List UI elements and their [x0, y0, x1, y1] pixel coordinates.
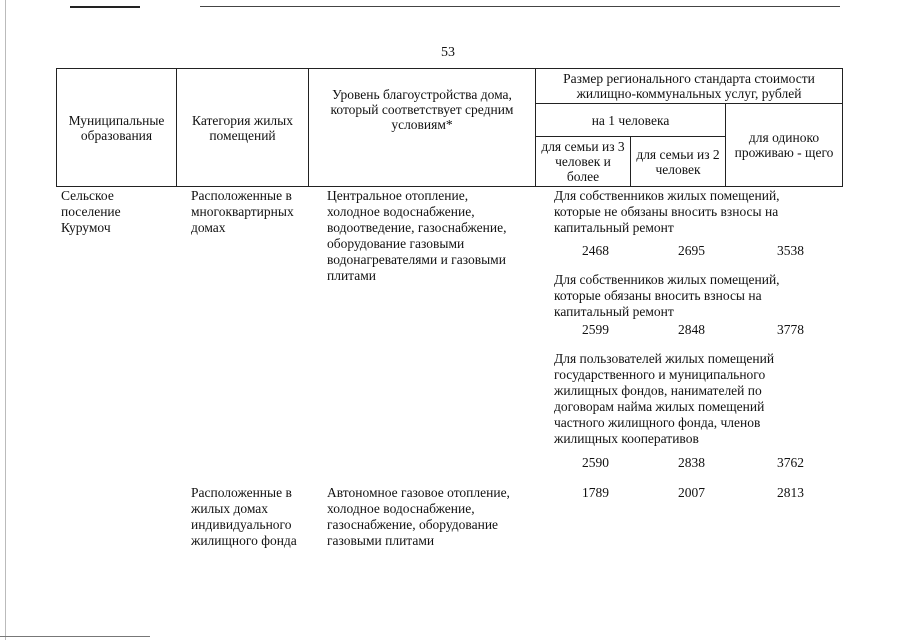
group3-value-single: 3762	[777, 455, 804, 470]
row2-value-family3: 1789	[582, 485, 609, 500]
text-line: Расположенные в	[191, 485, 292, 500]
text-line: поселение	[61, 204, 121, 219]
header-family-2: для семьи из 2 человек	[631, 137, 726, 187]
header-table	[56, 68, 843, 187]
text-line: домах	[191, 220, 226, 235]
row2-value-family2: 2007	[678, 485, 705, 500]
text-line: газовыми плитами	[327, 533, 435, 548]
text-line: Автономное газовое отопление,	[327, 485, 510, 500]
text-line: Для собственников жилых помещений,	[554, 272, 780, 287]
text-line: Для собственников жилых помещений,	[554, 188, 780, 203]
row2-category	[191, 485, 297, 549]
text-line: индивидуального	[191, 517, 292, 532]
header-family-3: для семьи из 3 человек и более	[536, 137, 631, 187]
group2-label	[554, 272, 780, 320]
group1-value-family3: 2468	[582, 243, 609, 258]
text-line: договорам найма жилых помещений	[554, 399, 765, 414]
text-line: Курумоч	[61, 220, 111, 235]
header-municipality: Муниципальные образования	[57, 69, 177, 187]
row1-category	[191, 188, 294, 236]
left-edge-line	[5, 0, 6, 640]
top-rule-short	[70, 6, 140, 8]
group2-value-family3: 2599	[582, 322, 609, 337]
group1-value-single: 3538	[777, 243, 804, 258]
text-line: которые не обязаны вносить взносы на	[554, 204, 779, 219]
text-line: Для пользователей жилых помещений	[554, 351, 775, 366]
text-line: жилищных кооперативов	[554, 431, 699, 446]
text-line: жилищного фонда	[191, 533, 297, 548]
text-line: государственного и муниципального	[554, 367, 766, 382]
text-line: газоснабжение, оборудование	[327, 517, 499, 532]
text-line: частного жилищного фонда, членов	[554, 415, 761, 430]
text-line: оборудование газовыми	[327, 236, 465, 251]
header-amenities: Уровень благоустройства дома, который соответствует средним условиям*	[309, 69, 536, 187]
bottom-rule	[0, 636, 150, 637]
text-line: плитами	[327, 268, 377, 283]
header-category: Категория жилых помещений	[177, 69, 309, 187]
row2-value-single: 2813	[777, 485, 804, 500]
text-line: Сельское	[61, 188, 114, 203]
group2-value-single: 3778	[777, 322, 804, 337]
text-line: холодное водоснабжение,	[327, 501, 475, 516]
text-line: жилых домах	[191, 501, 269, 516]
group3-value-family2: 2838	[678, 455, 705, 470]
text-line: Расположенные в	[191, 188, 292, 203]
group3-label	[554, 351, 774, 447]
text-line: водоотведение, газоснабжение,	[327, 220, 507, 235]
top-rule-long	[200, 6, 840, 7]
text-line: капитальный ремонт	[554, 220, 674, 235]
header-single: для одиноко проживаю - щего	[726, 104, 843, 187]
group1-value-family2: 2695	[678, 243, 705, 258]
row2-amenities	[327, 485, 510, 549]
page-number: 53	[441, 45, 455, 60]
text-line: жилищных фондов, нанимателей по	[554, 383, 762, 398]
group2-value-family2: 2848	[678, 322, 705, 337]
text-line: капитальный ремонт	[554, 304, 674, 319]
group3-value-family3: 2590	[582, 455, 609, 470]
header-standard-title: Размер регионального стандарта стоимости жилищно-коммунальных услуг, рублей	[536, 69, 843, 104]
header-per-person: на 1 человека	[536, 104, 726, 137]
text-line: Центральное отопление,	[327, 188, 469, 203]
group1-label	[554, 188, 780, 236]
text-line: водонагревателями и газовыми	[327, 252, 506, 267]
row1-municipality	[61, 188, 121, 236]
text-line: которые обязаны вносить взносы на	[554, 288, 762, 303]
text-line: многоквартирных	[191, 204, 294, 219]
row1-amenities	[327, 188, 506, 284]
text-line: холодное водоснабжение,	[327, 204, 475, 219]
